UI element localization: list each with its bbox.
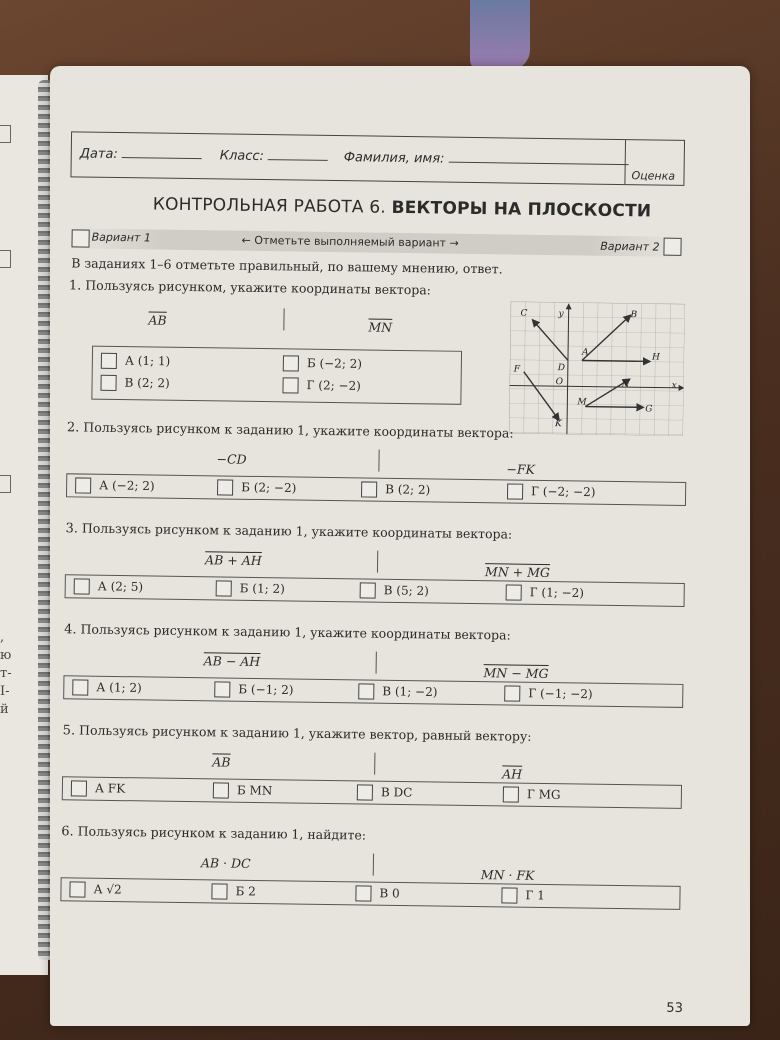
point-label: A: [581, 347, 589, 358]
vector-grid-figure: [509, 301, 685, 435]
point-label: H: [651, 352, 660, 363]
text-fragment: I-: [0, 684, 10, 699]
date-field[interactable]: Дата:: [80, 146, 202, 163]
variant2-label: Вариант 2: [600, 239, 660, 254]
answer-option[interactable]: Б (−1; 2): [214, 681, 293, 698]
grade-label: Оценка: [631, 169, 676, 183]
task-1-expr-variant2: $\overline{MN}$: [368, 319, 393, 335]
grade-cell[interactable]: [624, 140, 684, 185]
task-3: 3. Пользуясь рисунком к заданию 1, укажите координаты вектора: AB + AH MN + MG А (2; 5) Б (1; 2) В (5; 2) Г (1; −2): [65, 520, 686, 607]
answer-option[interactable]: А (1; 1): [101, 353, 171, 370]
point-label: G: [645, 404, 653, 415]
answer-checkbox[interactable]: [75, 477, 91, 493]
variant-divider: [378, 450, 379, 472]
task-3-expr-variant2: MN + MG: [484, 564, 551, 581]
answer-checkbox[interactable]: [72, 679, 88, 695]
variant-divider: [374, 753, 375, 775]
name-field[interactable]: Фамилия, имя:: [344, 150, 629, 169]
variant-instruction: ← Отметьте выполняемый вариант →: [241, 233, 459, 250]
task-6-expr-variant2: MN · FK: [480, 867, 535, 883]
point-label: x: [671, 380, 677, 391]
answer-checkbox[interactable]: [69, 881, 85, 897]
point-label: F: [513, 364, 521, 375]
vector-ah: [582, 360, 650, 361]
answer-option[interactable]: В 0: [355, 885, 400, 902]
point-label: C: [520, 308, 528, 319]
text-fragment: ,: [0, 630, 5, 645]
answer-checkbox[interactable]: [504, 685, 520, 701]
variant-divider: [283, 308, 284, 330]
answer-option[interactable]: А (1; 2): [72, 679, 142, 696]
task-5: 5. Пользуясь рисунком к заданию 1, укажите вектор, равный вектору: $\overline{AB}$ $\overline{AH}$ А FK Б MN В DC Г MG: [62, 722, 683, 809]
page-number: 53: [666, 1000, 684, 1016]
answer-option[interactable]: Г 1: [501, 887, 545, 904]
answer-checkbox[interactable]: [507, 483, 523, 499]
instructions: В заданиях 1–6 отметьте правильный, по вашему мнению, ответ.: [71, 255, 503, 277]
variant-divider: [376, 652, 377, 674]
answer-option[interactable]: Г (2; −2): [282, 377, 361, 394]
checkbox-fragment: [0, 250, 11, 268]
point-label: K: [554, 419, 562, 430]
task-2-question: Пользуясь рисунком к заданию 1, укажите координаты вектора:: [83, 419, 514, 441]
student-info-header: [70, 131, 685, 186]
point-label: N: [621, 380, 630, 391]
task-5-expr-variant1: $\overline{AB}$: [212, 754, 231, 770]
answer-option[interactable]: В (5; 2): [360, 582, 429, 599]
answer-checkbox[interactable]: [355, 885, 371, 901]
answer-checkbox[interactable]: [358, 683, 374, 699]
answer-option[interactable]: Б (−2; 2): [283, 355, 362, 372]
answer-option[interactable]: В (2; 2): [361, 481, 430, 498]
task-1-expr-variant1: $\overline{AB}$: [148, 312, 167, 328]
point-label: O: [555, 377, 564, 388]
task-4-expr-variant1: AB − AH: [203, 653, 261, 670]
answer-option[interactable]: Г (−1; −2): [504, 685, 593, 702]
variant1-label: Вариант 1: [91, 230, 151, 245]
text-fragment: й: [0, 702, 9, 717]
answer-option[interactable]: Б 2: [211, 883, 256, 900]
answer-option[interactable]: А FK: [71, 780, 125, 797]
task-2-expr-variant1: −CD: [216, 451, 247, 467]
answer-option[interactable]: А (−2; 2): [75, 477, 155, 494]
answer-checkbox[interactable]: [100, 375, 116, 391]
answer-checkbox[interactable]: [283, 355, 299, 371]
variant-divider: [377, 551, 378, 573]
answer-option[interactable]: В (2; 2): [100, 375, 169, 392]
answer-option[interactable]: А (2; 5): [74, 578, 144, 595]
task-6: 6. Пользуясь рисунком к заданию 1, найдите: AB · DC MN · FK А √2 Б 2 В 0 Г 1: [60, 823, 681, 910]
grid-cells: [509, 301, 685, 435]
page-title: КОНТРОЛЬНАЯ РАБОТА 6. ВЕКТОРЫ НА ПЛОСКОСТИ: [152, 194, 652, 222]
task-6-expr-variant1: AB · DC: [200, 855, 251, 871]
fabric-corner: [470, 0, 530, 70]
answer-option[interactable]: А √2: [69, 881, 121, 898]
answer-option[interactable]: Г (−2; −2): [507, 483, 596, 500]
answer-checkbox[interactable]: [501, 887, 517, 903]
answer-checkbox[interactable]: [214, 681, 230, 697]
variant-divider: [373, 854, 374, 876]
task-2-expr-variant2: −FK: [506, 461, 536, 477]
variant1-checkbox[interactable]: [71, 229, 89, 247]
answer-option[interactable]: Б (2; −2): [217, 479, 296, 496]
variant2-checkbox[interactable]: [663, 238, 681, 256]
workbook-page: [50, 66, 750, 1026]
answer-checkbox[interactable]: [101, 353, 117, 369]
task-4: 4. Пользуясь рисунком к заданию 1, укажите координаты вектора: AB − AH MN − MG А (1; 2) Б (−1; 2) В (1; −2) Г (−1; −2): [63, 621, 684, 708]
answer-checkbox[interactable]: [216, 580, 232, 596]
answer-option[interactable]: Г MG: [503, 786, 561, 803]
task-6-question: Пользуясь рисунком к заданию 1, найдите:: [77, 823, 367, 843]
answer-checkbox[interactable]: [282, 377, 298, 393]
task-5-question: Пользуясь рисунком к заданию 1, укажите вектор, равный вектору:: [79, 722, 532, 744]
answer-checkbox[interactable]: [360, 582, 376, 598]
answer-checkbox[interactable]: [74, 578, 90, 594]
answer-checkbox[interactable]: [217, 479, 233, 495]
point-label: M: [577, 397, 587, 408]
task-3-expr-variant1: AB + AH: [205, 552, 262, 569]
task-2: 2. Пользуясь рисунком к заданию 1, укажите координаты вектора: −CD −FK А (−2; 2) Б (2; −2) В (2; 2) Г (−2; −2): [66, 419, 687, 506]
task-5-expr-variant2: $\overline{AH}$: [502, 766, 523, 782]
answer-checkbox[interactable]: [213, 782, 229, 798]
answer-checkbox[interactable]: [357, 784, 373, 800]
vector-mg: [585, 407, 643, 408]
point-label: D: [557, 363, 566, 374]
point-label: y: [558, 309, 564, 320]
answer-option[interactable]: В DC: [357, 784, 413, 801]
text-fragment: ю: [0, 648, 12, 663]
point-label: B: [630, 310, 638, 321]
answer-checkbox[interactable]: [71, 780, 87, 796]
task-4-expr-variant2: MN − MG: [483, 665, 549, 682]
checkbox-fragment: [0, 125, 11, 143]
variant-selector: [71, 228, 681, 257]
answer-option[interactable]: Б MN: [213, 782, 273, 799]
answer-checkbox[interactable]: [211, 883, 227, 899]
text-fragment: т-: [0, 666, 12, 681]
answer-option[interactable]: В (1; −2): [358, 683, 437, 700]
answer-option[interactable]: Г (1; −2): [506, 584, 585, 601]
answer-checkbox[interactable]: [503, 786, 519, 802]
answer-checkbox[interactable]: [506, 584, 522, 600]
task-1: 1. Пользуясь рисунком, укажите координаты вектора: $\overline{AB}$ $\overline{MN}$: [68, 277, 432, 335]
class-field[interactable]: Класс:: [220, 148, 328, 165]
answer-option[interactable]: Б (1; 2): [216, 580, 285, 597]
task-1-question: Пользуясь рисунком, укажите координаты вектора:: [85, 277, 432, 298]
task-3-question: Пользуясь рисунком к заданию 1, укажите координаты вектора:: [81, 520, 513, 542]
checkbox-fragment: [0, 475, 11, 493]
answer-checkbox[interactable]: [361, 481, 377, 497]
task-4-question: Пользуясь рисунком к заданию 1, укажите координаты вектора:: [80, 621, 511, 643]
task-1-answers: [91, 346, 462, 405]
